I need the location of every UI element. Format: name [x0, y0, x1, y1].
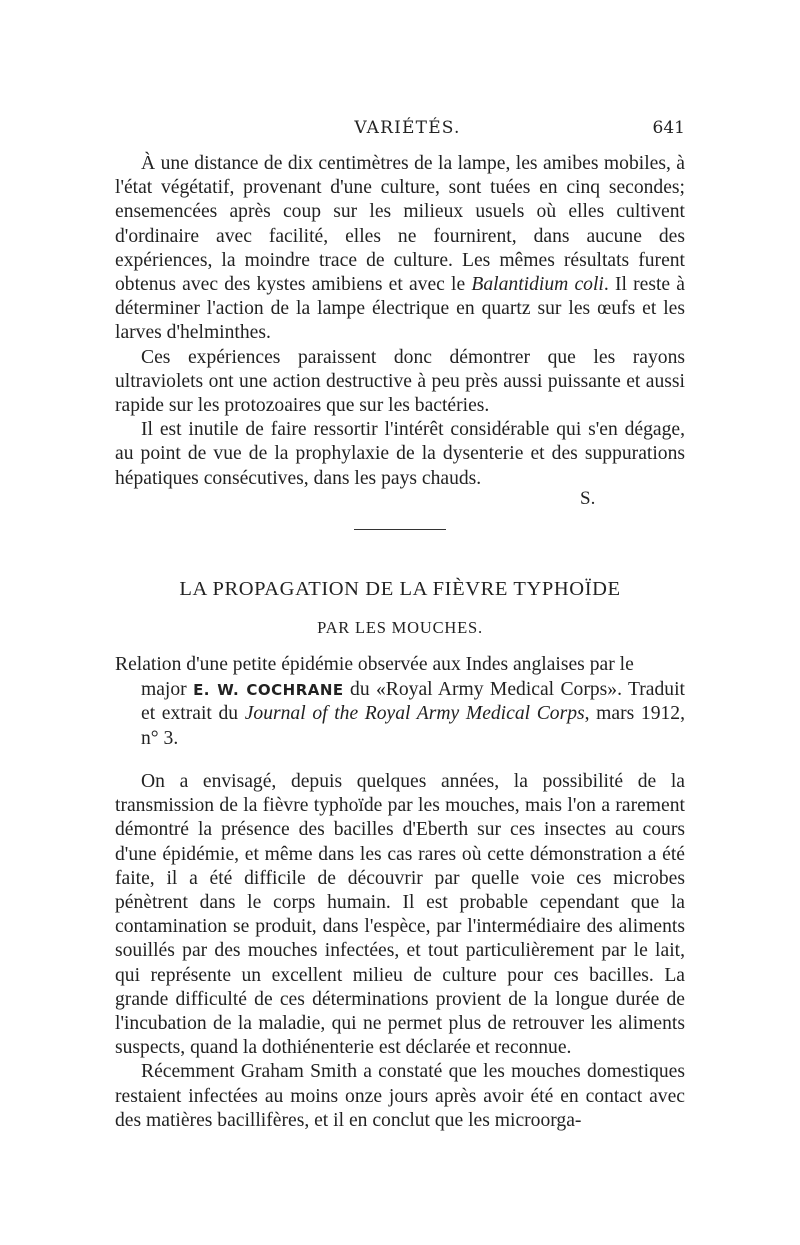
paragraph: Il est inutile de faire ressortir l'intérêt considérable qui s'en dégage, au point de vue de la prophylaxie de la dysenterie et des suppurations hépatiques consécutives, dans les pays chauds. — [115, 419, 685, 489]
intro-continuation — [115, 678, 685, 752]
paragraph: On a envisagé, depuis quelques années, la possibilité de la transmission de la fièvre typhoïde par les mouches, mais l'on a rarement démontré la présence des bacilles d'Eberth sur ces insectes au cours d'une épidémie, et même dans les cas rares où cette démonstration a été faite, il a été difficile de découvrir par quelle voie ces microbes pénètrent dans le corps humain. Il est probable cependant que la contamination se produit, dans l'espèce, par l'intermédiaire des aliments souillés par des mouches infectées, et tout particulièrement par le lait, qui représente un excellent milieu de culture pour ces bacilles. La grande difficulté de ces déterminations provient de la longue durée de l'incubation de la maladie, qui ne permet plus de retrouver les aliments suspects, quand la dothiénenterie est déclarée et reconnue. — [115, 771, 685, 1059]
intro-text: du «Royal Army Medical Corps». Traduit et extrait du — [141, 678, 685, 725]
signature: S. — [580, 488, 596, 509]
author-name: E. W. COCHRANE — [193, 680, 344, 699]
article-intro — [115, 653, 685, 751]
paragraph — [115, 152, 685, 346]
page-number: 641 — [652, 118, 685, 138]
article-subtitle: PAR LES MOUCHES. — [317, 618, 483, 637]
running-head: VARIÉTÉS. — [354, 118, 461, 138]
paragraph: Ces expériences paraissent donc démontrer que les rayons ultraviolets ont une action destructive à peu près aussi puissante et aussi rapide sur les protozoaires que sur les bactéries. — [115, 346, 685, 417]
paragraph-text: . Il reste à déterminer l'action de la lampe électrique en quartz sur les œufs et les larves d'helminthes. — [115, 274, 685, 344]
intro-text: major — [141, 678, 194, 700]
page-header — [130, 118, 685, 148]
paragraph-text: À une distance de dix centimètres de la lampe, les amibes mobiles, à l'état végétatif, provenant d'une culture, sont tuées en cinq secondes; ensemencées après coup sur les milieux usuels où elles cultivent d'ordinaire avec facilité, elles ne fournirent, dans aucune des expériences, la moindre trace de culture. Les mêmes résultats furent obtenus avec des kystes amibiens et avec le — [115, 153, 685, 296]
italic-term: Balantidium coli — [471, 274, 604, 296]
journal-name: Journal of the Royal Army Medical Corps — [244, 703, 585, 725]
intro-text: Relation d'une petite épidémie observée aux Indes anglaises par le — [115, 654, 634, 675]
intro-text: , mars 1912, n° 3. — [141, 703, 685, 749]
paragraph: Récemment Graham Smith a constaté que les mouches domestiques restaient infectées au moins onze jours après avoir été en contact avec des matières bacillifères, et il en conclut que les microorga- — [115, 1061, 685, 1131]
article-title: LA PROPAGATION DE LA FIÈVRE TYPHOÏDE — [179, 578, 621, 600]
article-body — [115, 770, 685, 1133]
section-divider — [354, 529, 446, 530]
previous-article-text — [115, 152, 685, 491]
